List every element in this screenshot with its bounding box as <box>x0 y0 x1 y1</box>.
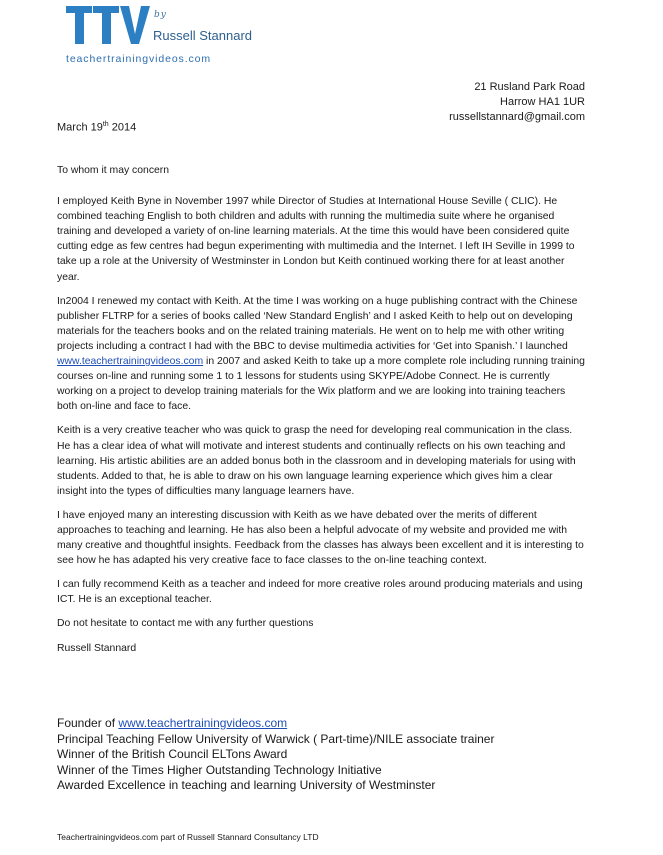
ttv-logo <box>66 6 256 66</box>
logo-site-url: teachertrainingvideos.com <box>66 53 212 65</box>
credential-westminster: Awarded Excellence in teaching and learning University of Westminster <box>57 778 436 793</box>
date-suffix: th <box>102 121 109 128</box>
paragraph-6: Do not hesitate to contact me with any further questions <box>57 618 314 630</box>
address-line-2: Harrow HA1 1UR <box>500 96 585 108</box>
page-footer: Teachertrainingvideos.com part of Russell Stannard Consultancy LTD <box>57 832 319 842</box>
letter-date <box>57 121 136 134</box>
letter-body <box>57 163 585 665</box>
logo-by-text: by <box>154 10 167 20</box>
website-link[interactable]: www.teachertrainingvideos.com <box>57 356 204 368</box>
paragraph-3: Keith is a very creative teacher who was quick to grasp the need for developing real communication in the class. He has a clear idea of what will motivate and interest students and continually reflects on his own teaching and learning. His artistic abilities are an added bonus both in the classroom and in developing materials for using with students. Added to that, he is able to draw on his own language learning experience which gives him a clear insight into the types of difficulties many language learners have. <box>57 425 576 497</box>
ttv-logo-graphic <box>66 6 150 46</box>
paragraph-2-end: in 2007 and asked Keith to take up a more complete role including running training courses on-line and running some 1 to 1 lessons for students using SKYPE/Adobe Connect. He is currently working on a project to develop training materials for the Wix platform and we are looking into training teachers both on-line and face to face. <box>57 356 585 413</box>
credential-eltons: Winner of the British Council ELTons Award <box>57 747 288 762</box>
sender-address <box>449 80 585 125</box>
address-line-1: 21 Rusland Park Road <box>474 81 585 93</box>
signature-name: Russell Stannard <box>57 642 137 654</box>
paragraph-5: I can fully recommend Keith as a teacher and indeed for more creative roles around producing materials and using ICT. He is an exceptional teacher. <box>57 579 583 606</box>
credential-fellow: Principal Teaching Fellow University of Warwick ( Part-time)/NILE associate trainer <box>57 731 495 746</box>
address-email: russellstannard@gmail.com <box>449 111 585 123</box>
paragraph-1: I employed Keith Byne in November 1997 while Director of Studies at International House Seville ( CLIC). He combined teaching English to both children and adults with running the multimedia suite where he organised training and developed a variety of on-line learning materials. At the time this would have been considered quite cutting edge as few centres had begun experimenting with multimedia and the Internet. I left IH Seville in 1999 to take up a role at the University of Westminster in London but Keith continued working there for at least another year. <box>57 196 575 283</box>
paragraph-4: I have enjoyed many an interesting discussion with Keith as we have debated over the merits of different approaches to teaching and learning. He has also been a helpful advocate of my website and provided me with many creative and thoughtful insights. Feedback from the classes has always been excellent and it is interesting to see how he has adapted his very creative face to face classes to the on-line teaching context. <box>57 509 584 567</box>
date-day: March 19 <box>57 121 103 134</box>
ttv-logo-letters <box>66 6 150 46</box>
credentials-block <box>57 716 494 794</box>
paragraph-2 <box>57 294 585 415</box>
salutation: To whom it may concern <box>57 165 170 176</box>
founder-website-link[interactable]: www.teachertrainingvideos.com <box>118 716 288 730</box>
logo-name: Russell Stannard <box>153 28 252 43</box>
credential-times-higher: Winner of the Times Higher Outstanding Technology Initiative <box>57 762 382 777</box>
date-year: 2014 <box>108 121 137 134</box>
credential-founder <box>57 716 494 732</box>
founder-label: Founder of <box>57 716 119 730</box>
paragraph-2-start: In2004 I renewed my contact with Keith. At the time I was working on a huge publishing contract with the Chinese publisher FLTRP for a series of books called ‘New Standard English’ and I asked Keith to help out on developing materials for the teachers books and on the related training materials. He went on to help me with other writing projects including a contract I had with the BBC to devise multimedia activities for ‘Get into Spanish.’ I launched <box>57 295 578 352</box>
